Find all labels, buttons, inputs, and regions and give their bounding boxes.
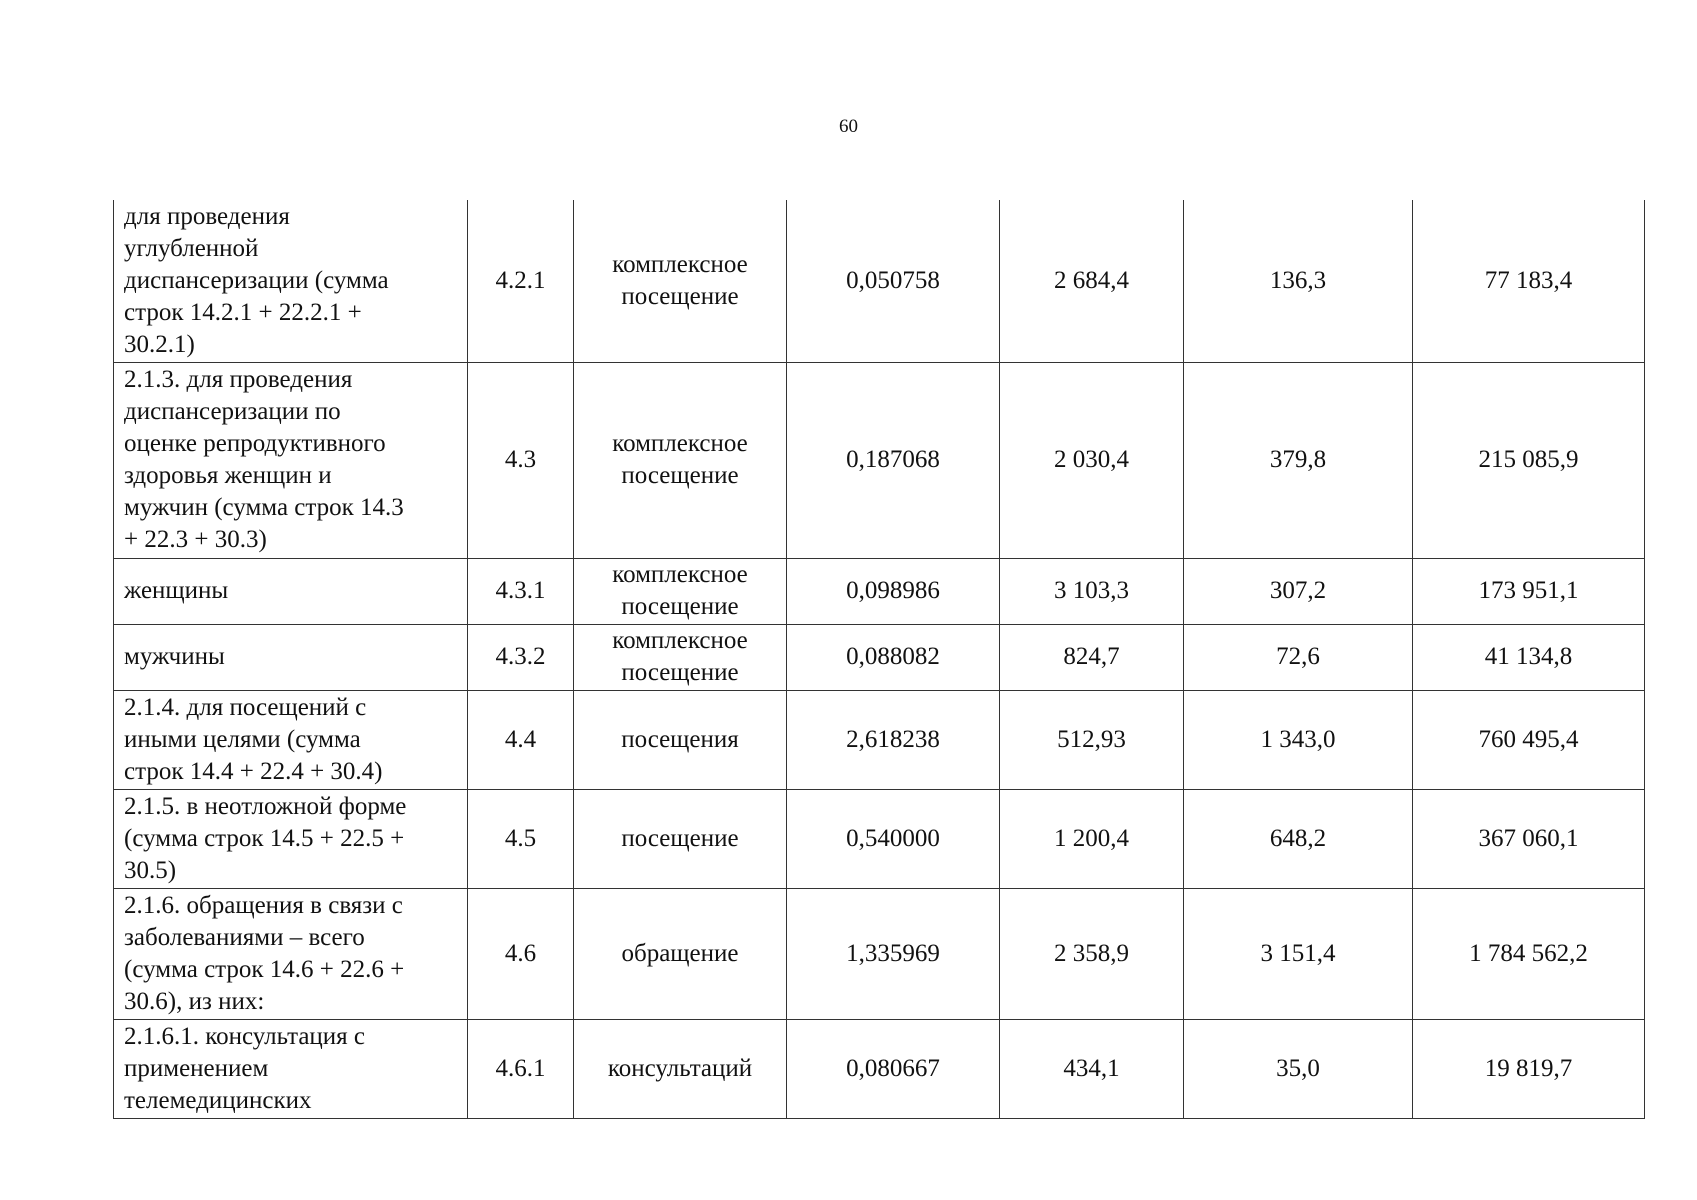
row-code-cell: 4.3.1 bbox=[468, 558, 574, 624]
table-row bbox=[114, 558, 1645, 624]
table-row bbox=[114, 888, 1645, 1019]
table-row bbox=[114, 1019, 1645, 1118]
row-cost-cell: 512,93 bbox=[1000, 690, 1184, 789]
row-code-cell: 4.4 bbox=[468, 690, 574, 789]
row-cost-cell: 2 684,4 bbox=[1000, 200, 1184, 362]
row-unit-cell: обращение bbox=[574, 888, 787, 1019]
row-per-capita-cell: 1 343,0 bbox=[1184, 690, 1413, 789]
row-cost-cell: 1 200,4 bbox=[1000, 789, 1184, 888]
row-unit-cell: посещения bbox=[574, 690, 787, 789]
row-per-capita-cell: 3 151,4 bbox=[1184, 888, 1413, 1019]
row-per-capita-cell: 648,2 bbox=[1184, 789, 1413, 888]
row-norm-cell: 0,540000 bbox=[787, 789, 1000, 888]
row-cost-cell: 2 358,9 bbox=[1000, 888, 1184, 1019]
row-code-cell: 4.5 bbox=[468, 789, 574, 888]
row-per-capita-cell: 307,2 bbox=[1184, 558, 1413, 624]
data-table bbox=[113, 200, 1645, 1119]
row-unit-cell: комплексное посещение bbox=[574, 362, 787, 558]
row-per-capita-cell: 35,0 bbox=[1184, 1019, 1413, 1118]
row-name-cell: 2.1.6.1. консультация с применением телемедицинских bbox=[114, 1019, 468, 1118]
row-per-capita-cell: 72,6 bbox=[1184, 624, 1413, 690]
row-total-cell: 173 951,1 bbox=[1413, 558, 1645, 624]
row-total-cell: 19 819,7 bbox=[1413, 1019, 1645, 1118]
row-cost-cell: 3 103,3 bbox=[1000, 558, 1184, 624]
row-norm-cell: 0,088082 bbox=[787, 624, 1000, 690]
row-total-cell: 367 060,1 bbox=[1413, 789, 1645, 888]
row-norm-cell: 1,335969 bbox=[787, 888, 1000, 1019]
row-norm-cell: 0,050758 bbox=[787, 200, 1000, 362]
row-norm-cell: 0,098986 bbox=[787, 558, 1000, 624]
row-unit-cell: консультаций bbox=[574, 1019, 787, 1118]
table-row bbox=[114, 789, 1645, 888]
row-name-cell: мужчины bbox=[114, 624, 468, 690]
row-unit-cell: комплексное посещение bbox=[574, 558, 787, 624]
row-name-cell: 2.1.5. в неотложной форме (сумма строк 14.5 + 22.5 + 30.5) bbox=[114, 789, 468, 888]
row-name-cell: 2.1.6. обращения в связи с заболеваниями – всего (сумма строк 14.6 + 22.6 + 30.6), из них: bbox=[114, 888, 468, 1019]
row-cost-cell: 824,7 bbox=[1000, 624, 1184, 690]
table-row bbox=[114, 624, 1645, 690]
row-name-cell: 2.1.4. для посещений с иными целями (сумма строк 14.4 + 22.4 + 30.4) bbox=[114, 690, 468, 789]
row-total-cell: 41 134,8 bbox=[1413, 624, 1645, 690]
row-name-cell: 2.1.3. для проведения диспансеризации по оценке репродуктивного здоровья женщин и мужчин (сумма строк 14.3 + 22.3 + 30.3) bbox=[114, 362, 468, 558]
table-row bbox=[114, 362, 1645, 558]
row-total-cell: 215 085,9 bbox=[1413, 362, 1645, 558]
row-unit-cell: комплексное посещение bbox=[574, 624, 787, 690]
row-code-cell: 4.3.2 bbox=[468, 624, 574, 690]
row-unit-cell: комплексное посещение bbox=[574, 200, 787, 362]
row-cost-cell: 2 030,4 bbox=[1000, 362, 1184, 558]
row-total-cell: 1 784 562,2 bbox=[1413, 888, 1645, 1019]
row-name-cell: для проведения углубленной диспансеризации (сумма строк 14.2.1 + 22.2.1 + 30.2.1) bbox=[114, 200, 468, 362]
row-norm-cell: 2,618238 bbox=[787, 690, 1000, 789]
row-total-cell: 760 495,4 bbox=[1413, 690, 1645, 789]
table-row bbox=[114, 690, 1645, 789]
row-norm-cell: 0,187068 bbox=[787, 362, 1000, 558]
row-cost-cell: 434,1 bbox=[1000, 1019, 1184, 1118]
row-code-cell: 4.6.1 bbox=[468, 1019, 574, 1118]
row-unit-cell: посещение bbox=[574, 789, 787, 888]
row-per-capita-cell: 379,8 bbox=[1184, 362, 1413, 558]
row-per-capita-cell: 136,3 bbox=[1184, 200, 1413, 362]
row-total-cell: 77 183,4 bbox=[1413, 200, 1645, 362]
table-row bbox=[114, 200, 1645, 362]
row-norm-cell: 0,080667 bbox=[787, 1019, 1000, 1118]
page-number: 60 bbox=[839, 116, 858, 137]
row-code-cell: 4.2.1 bbox=[468, 200, 574, 362]
row-name-cell: женщины bbox=[114, 558, 468, 624]
row-code-cell: 4.3 bbox=[468, 362, 574, 558]
row-code-cell: 4.6 bbox=[468, 888, 574, 1019]
